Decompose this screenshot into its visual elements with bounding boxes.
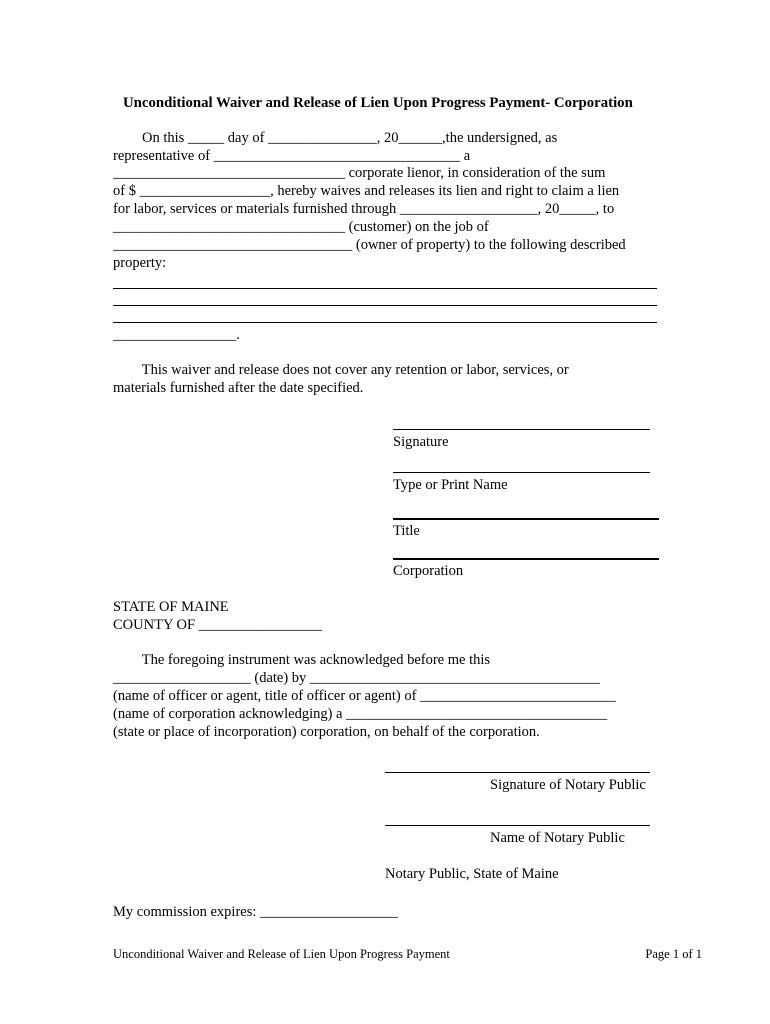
body-line-7: _________________________________ (owner of property) to the following described (113, 237, 626, 253)
state-heading: STATE OF MAINE (113, 599, 229, 615)
ack-line-1: The foregoing instrument was acknowledged before me this (113, 652, 491, 668)
waiver-note-line-2: materials furnished after the date specified. (113, 380, 364, 396)
title-label: Title (393, 523, 420, 539)
title-line[interactable] (393, 518, 659, 520)
waiver-note-line-1: This waiver and release does not cover any retention or labor, services, or (113, 362, 569, 378)
notary-state-line: Notary Public, State of Maine (385, 866, 559, 882)
notary-name-line[interactable] (385, 825, 650, 826)
commission-line: My commission expires: ___________________ (113, 904, 398, 920)
notary-name-label: Name of Notary Public (490, 830, 625, 846)
body-line-5: for labor, services or materials furnished through ___________________, 20_____, to (113, 201, 615, 217)
body-line-3: ________________________________ corporate lienor, in consideration of the sum (113, 165, 606, 181)
body-line-2: representative of __________________________________ a (113, 148, 471, 164)
corporation-line[interactable] (393, 558, 659, 560)
property-line-end: _________________. (113, 327, 240, 343)
signature-line[interactable] (393, 429, 650, 430)
ack-line-3: (name of officer or agent, title of officer or agent) of ___________________________ (113, 688, 616, 704)
form-title: Unconditional Waiver and Release of Lien Upon Progress Payment- Corporation (123, 95, 633, 111)
property-line-3[interactable] (113, 322, 657, 323)
county-line: COUNTY OF _________________ (113, 617, 322, 633)
property-line-1[interactable] (113, 288, 657, 289)
signature-label: Signature (393, 434, 449, 450)
footer-title: Unconditional Waiver and Release of Lien Upon Progress Payment (113, 947, 450, 961)
notary-signature-line[interactable] (385, 772, 650, 773)
ack-line-2: ___________________ (date) by ________________________________________ (113, 670, 600, 686)
print-name-label: Type or Print Name (393, 477, 508, 493)
body-line-1: On this _____ day of _______________, 20______,the undersigned, as (113, 130, 558, 146)
page-number: Page 1 of 1 (645, 947, 702, 961)
body-line-8: property: (113, 255, 167, 271)
body-line-6: ________________________________ (customer) on the job of (113, 219, 489, 235)
ack-line-4: (name of corporation acknowledging) a ____________________________________ (113, 706, 608, 722)
body-line-4: of $ __________________, hereby waives and releases its lien and right to claim a lien (113, 183, 620, 199)
print-name-line[interactable] (393, 472, 650, 473)
property-line-2[interactable] (113, 305, 657, 306)
notary-signature-label: Signature of Notary Public (490, 777, 646, 793)
corporation-label: Corporation (393, 563, 464, 579)
ack-line-5: (state or place of incorporation) corporation, on behalf of the corporation. (113, 724, 540, 740)
